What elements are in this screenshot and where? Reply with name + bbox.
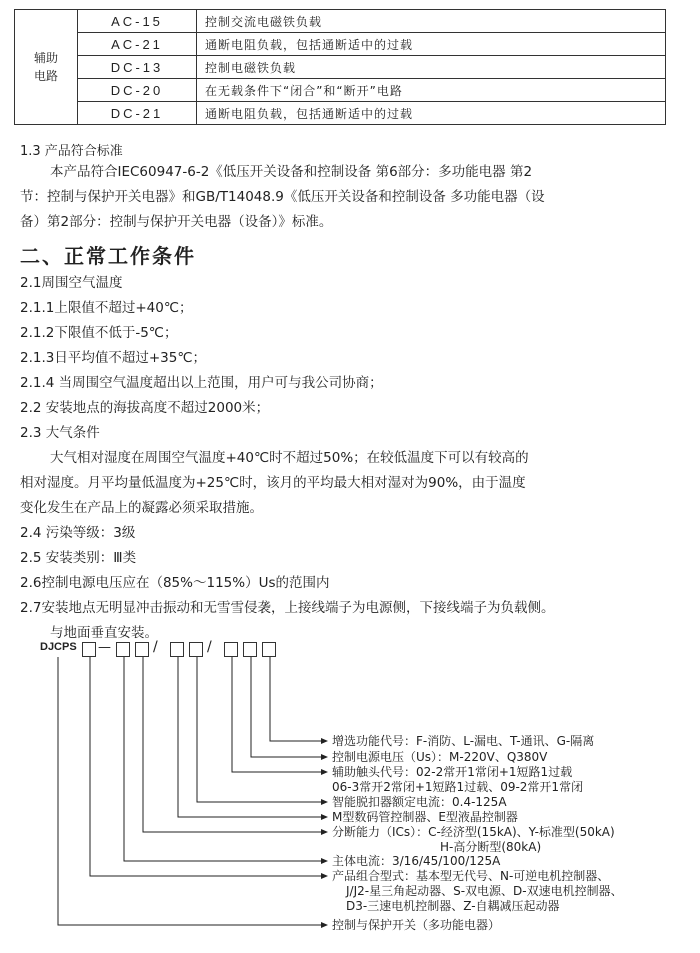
leader-line (124, 657, 327, 861)
group-label-line1: 辅助 (33, 51, 58, 65)
standards-line-2: 节：控制与保护开关电器》和GB/T14048.9《低压开关设备和控制设备 多功能电器（设 (20, 189, 545, 205)
desc-cell: 通断电阻负载，包括通断适中的过载 (197, 102, 666, 125)
label-breaking-capacity-2: H-高分断型(80kA) (440, 840, 542, 854)
desc-cell: 在无载条件下“闭合”和“断开”电路 (197, 79, 666, 102)
line-2-1-2: 2.1.2下限值不低于-5℃； (20, 325, 178, 341)
line-2-1: 2.1周围空气温度 (20, 275, 123, 291)
leader-line (90, 657, 327, 876)
desc-cell: 通断电阻负载，包括通断适中的过载 (197, 33, 666, 56)
label-aux-contact-2: 06-3常开2常闭+1短路1过载、09-2常开1常闭 (332, 780, 584, 794)
desc-cell: 控制交流电磁铁负载 (197, 10, 666, 33)
label-combination-type-3: D3-三速电机控制器、Z-自耦减压起动器 (346, 899, 560, 913)
label-breaking-capacity: 分断能力（ICs）：C-经济型(15kA)、Y-标准型(50kA) (332, 825, 615, 839)
code-cell: DC-21 (78, 102, 197, 125)
model-dash: — (98, 640, 111, 655)
leader-line (197, 657, 327, 802)
line-2-3-c: 变化发生在产品上的凝露必须采取措施。 (20, 500, 263, 516)
leader-line (178, 657, 327, 817)
line-2-7-a: 2.7安装地点无明显冲击振动和无雪雪侵袭，上接线端子为电源侧，下接线端子为负载侧。 (20, 600, 555, 616)
label-frame-current: 主体电流：3/16/45/100/125A (332, 854, 501, 868)
line-2-6: 2.6控制电源电压应在（85%～115%）Us的范围内 (20, 575, 330, 591)
label-extra-function: 增选功能代号：F-消防、L-漏电、T-通讯、G-隔离 (332, 734, 595, 748)
label-combination-type-2: J/J2-星三角起动器、S-双电源、D-双速电机控制器、 (346, 884, 623, 898)
code-cell: DC-13 (78, 56, 197, 79)
model-slash-2: / (207, 639, 212, 655)
model-prefix: DJCPS (40, 641, 77, 653)
leader-line (251, 657, 327, 757)
group-label-line2: 电路 (33, 69, 58, 83)
label-combination-type: 产品组合型式：基本型无代号、N-可逆电机控制器、 (332, 869, 610, 883)
line-2-3-a: 大气相对湿度在周围空气温度+40℃时不超过50%；在较低温度下可以有较高的 (50, 450, 529, 466)
line-2-5: 2.5 安装类别：Ⅲ类 (20, 550, 137, 566)
leader-line (143, 657, 327, 832)
leader-line (270, 657, 327, 741)
model-slash-1: / (153, 639, 158, 655)
section-2-title: 二、正常工作条件 (20, 244, 196, 268)
code-cell: AC-15 (78, 10, 197, 33)
leader-line (58, 657, 327, 925)
standards-line-1: 本产品符合IEC60947-6-2《低压开关设备和控制设备 第6部分：多功能电器 第2 (50, 164, 533, 180)
leader-line (232, 657, 327, 772)
label-trip-current: 智能脱扣器额定电流：0.4-125A (332, 795, 507, 809)
line-2-7-b: 与地面垂直安装。 (50, 625, 158, 641)
standards-line-3: 备）第2部分：控制与保护开关电器（设备）》标准。 (20, 214, 333, 230)
section-1-3-heading: 1.3 产品符合标准 (20, 144, 123, 159)
line-2-2: 2.2 安装地点的海拔高度不超过2000米； (20, 400, 270, 416)
label-control-voltage: 控制电源电压（Us）：M-220V、Q380V (332, 750, 548, 764)
line-2-1-1: 2.1.1上限值不超过+40℃； (20, 300, 193, 316)
code-cell: DC-20 (78, 79, 197, 102)
line-2-1-3: 2.1.3日平均值不超过+35℃； (20, 350, 207, 366)
line-2-1-4: 2.1.4 当周围空气温度超出以上范围，用户可与我公司协商； (20, 375, 383, 391)
line-2-3-b: 相对湿度。月平均量低温度为+25℃时，该月的平均最大相对湿对为90%，由于温度 (20, 475, 526, 491)
line-2-3: 2.3 大气条件 (20, 425, 100, 441)
line-2-4: 2.4 污染等级：3级 (20, 525, 136, 541)
code-cell: AC-21 (78, 33, 197, 56)
label-aux-contact: 辅助触头代号：02-2常开1常闭+1短路1过载 (332, 765, 573, 779)
label-product-name: 控制与保护开关（多功能电器） (332, 918, 501, 932)
desc-cell: 控制电磁铁负载 (197, 56, 666, 79)
label-controller-type: M型数码管控制器、E型液晶控制器 (332, 810, 518, 824)
